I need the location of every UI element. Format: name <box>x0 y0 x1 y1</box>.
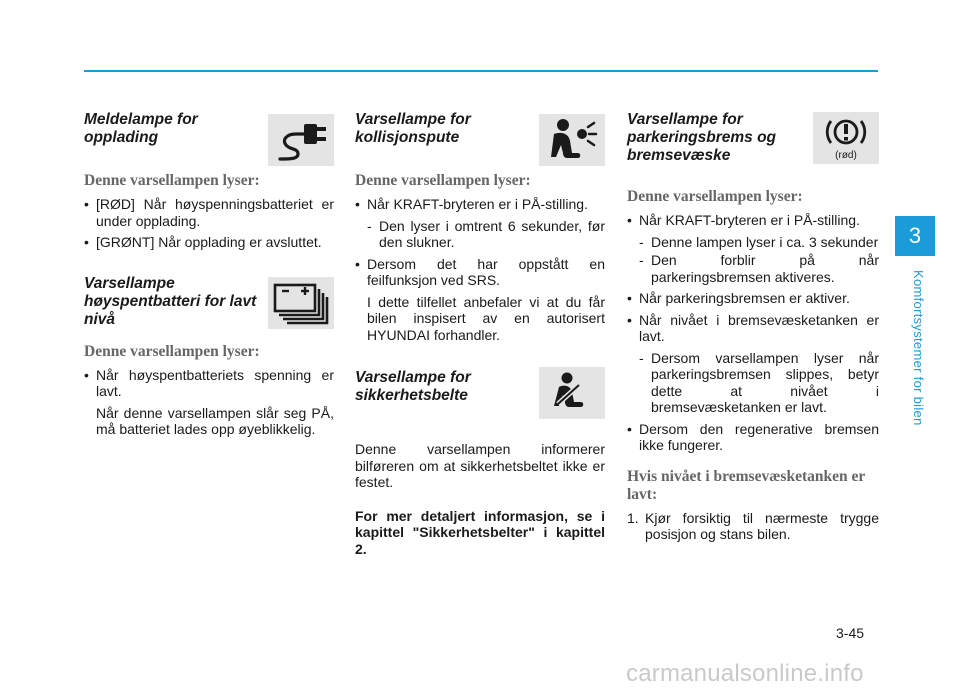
battery-icon <box>268 277 334 329</box>
low-battery-bullet-list <box>84 367 334 438</box>
airbag-lamp-title: Varsellampe for kollisjonspute <box>355 111 471 146</box>
list-item <box>355 196 605 251</box>
brake-heading-2: Hvis nivået i bremsevæsketanken er lavt: <box>627 467 865 503</box>
airbag-icon <box>539 114 605 166</box>
airbag-bullet-2-note: I dette tilfellet anbefaler vi at du får bilen inspisert av en autorisert HYUNDAI forhandler. <box>367 293 605 343</box>
airbag-bullet-2: Dersom det har oppstått en feilfunksjon ved SRS. <box>367 255 605 288</box>
brake-bullet-1-sub-1: - Denne lampen lyser i ca. 3 sekunder <box>639 234 879 251</box>
brake-bullet-3-sub: - Dersom varsellampen lyser når parkeringsbremsen slippes, betyr dette at nivået i bremsevæsketanken er lavt. <box>639 350 879 416</box>
plug-icon <box>268 114 334 166</box>
chapter-label: Komfortsystemer for bilen <box>911 270 926 426</box>
seatbelt-lamp-title: Varsellampe for sikkerhetsbelte <box>355 369 471 404</box>
airbag-heading: Denne varsellampen lyser: <box>355 172 531 189</box>
top-rule <box>84 70 878 72</box>
list-item: • Dersom den regenerative bremsen ikke fungerer. <box>627 421 879 454</box>
seatbelt-text: Denne varsellampen informerer bilføreren om at sikkerhetsbeltet ikke er festet. <box>355 441 605 490</box>
brake-icon-caption: (rød) <box>835 150 857 161</box>
seatbelt-icon <box>539 367 605 419</box>
list-item <box>627 312 879 416</box>
brake-warning-icon <box>813 112 879 164</box>
list-item: • Når parkeringsbremsen er aktiver. <box>627 290 879 307</box>
low-battery-bullet: Når høyspentbatteriets spenning er lavt. <box>96 366 334 399</box>
brake-step-1 <box>627 510 879 543</box>
page-number: 3-45 <box>836 625 865 641</box>
charging-lamp-title: Meldelampe for opplading <box>84 111 198 146</box>
brake-bullet-1: Når KRAFT-bryteren er i PÅ-stilling. <box>639 212 860 228</box>
charging-lamp-section <box>84 108 334 164</box>
seatbelt-lamp-section <box>355 367 605 427</box>
column-3 <box>627 108 879 543</box>
list-item <box>84 367 334 438</box>
list-item: • [RØD] Når høyspenningsbatteriet er under opplading. <box>84 196 334 229</box>
charging-bullet-list <box>84 196 334 251</box>
brake-bullet-3: Når nivået i bremsevæsketanken er lavt. <box>639 311 879 344</box>
brake-bullet-1-sub-2: - Den forblir på når parkeringsbremsen aktiveres. <box>639 252 879 285</box>
low-battery-lamp-section <box>84 273 334 333</box>
brake-step-1-number: 1. <box>627 509 639 526</box>
airbag-lamp-section <box>355 108 605 164</box>
watermark: carmanualsonline.info <box>626 660 864 687</box>
list-item <box>627 212 879 285</box>
brake-lamp-title: Varsellampe for parkeringsbrems og bremsevæske <box>627 111 777 164</box>
low-battery-note: Når denne varsellampen slår seg PÅ, må batteriet lades opp øyeblikkelig. <box>96 404 334 437</box>
airbag-bullet-list <box>355 196 605 343</box>
list-item: • [GRØNT] Når opplading er avsluttet. <box>84 234 334 251</box>
airbag-bullet-1-sub: - Den lyser i omtrent 6 sekunder, før den slukner. <box>367 218 605 251</box>
brake-step-1-text: Kjør forsiktig til nærmeste trygge posisjon og stans bilen. <box>645 509 879 542</box>
brake-bullet-list <box>627 212 879 454</box>
brake-heading: Denne varsellampen lyser: <box>627 188 803 205</box>
brake-lamp-section <box>627 108 879 180</box>
charging-heading: Denne varsellampen lyser: <box>84 172 260 189</box>
low-battery-lamp-title: Varsellampe høyspentbatteri for lavt nivå <box>84 274 257 328</box>
airbag-bullet-1: Når KRAFT-bryteren er i PÅ-stilling. <box>367 196 588 212</box>
seatbelt-reference: For mer detaljert informasjon, se i kapittel "Sikkerhetsbelter" i kapittel 2. <box>355 507 605 557</box>
chapter-number-tab: 3 <box>895 216 935 256</box>
low-battery-heading: Denne varsellampen lyser: <box>84 342 260 360</box>
column-2 <box>355 108 605 557</box>
column-1 <box>84 108 334 443</box>
list-item <box>355 256 605 344</box>
